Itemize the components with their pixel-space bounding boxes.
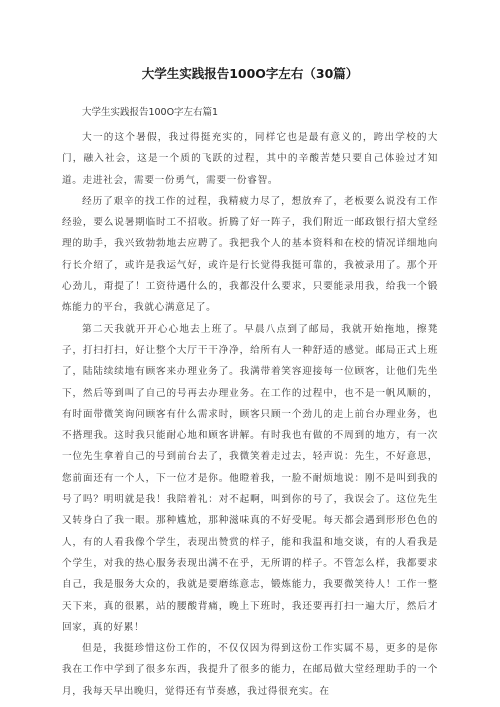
paragraph-1: 大一的这个暑假，我过得挺充实的，同样它也是最有意义的，跨出学校的大门，融入社会，这是一个质的飞跃的过程，其中的辛酸苦楚只要自己体验过才知道。走进社会，需要一份勇气，需要一份睿智。 bbox=[62, 132, 438, 186]
paragraph-4: 但是，我挺珍惜这份工作的，不仅仅因为得到这份工作实属不易，更多的是你我在工作中学到了很多东西，我提升了很多的能力，在邮局做大堂经理助手的一个月，我每天早出晚归，觉得还有节奏感，我过得很充实。在 bbox=[62, 643, 438, 697]
section-heading: 大学生实践报告100O字左右篇1 bbox=[81, 107, 219, 118]
document-title: 大学生实践报告100O字左右（30篇） bbox=[141, 66, 359, 81]
paragraph-3: 第二天我就开开心心地去上班了。早晨八点到了邮局，我就开始拖地，擦凳子，打扫打扫，好让整个大厅干干净净，给所有人一种舒适的感觉。邮局正式上班了，陆陆续续地有顾客来办理业务了。我满带着笑容迎接每一位顾客，让他们先坐下，然后等到叫了自己的号再去办理业务。在工作的过程中，也不是一帆风顺的，有时面带微笑询问顾客有什么需求时，顾客只顾一个劲儿的走上前台办理业务，也不搭理我。这时我只能耐心地和顾客讲解。有时我也有做的不周到的地方，有一次一位先生拿着自己的号到前台去了，我微笑着走过去，轻声说：先生，不好意思，您前面还有一个人，下一位才是你。他瞪着我，一脸不耐烦地说：刚不是叫到我的号了吗？明明就是我！我陪着礼：对不起啊，叫到你的号了，我误会了。这位先生又转身白了我一眼。那种尴尬，那种滋味真的不好受呢。每天都会遇到形形色色的人，有的人看我像个学生，表现出赞赏的样子，能和我温和地交谈，有的人看我是个学生，对我的热心服务表现出满不在乎，无所谓的样子。不管怎么样，我都要求自己，我是服务大众的，我就是要磨练意志，锻炼能力，我要微笑待人！工作一整天下来，真的很累，站的腰酸背痛，晚上下班时，我还要再打扫一遍大厅，然后才回家，真的好累！ bbox=[62, 323, 438, 633]
paragraph-2: 经历了艰辛的找工作的过程，我精疲力尽了，想放弃了，老板要么说没有工作经验，要么说暑期临时工不招收。折腾了好一阵子，我们附近一邮政银行招大堂经理的助手，我兴致勃勃地去应聘了。我把我个人的基本资料和在校的情况详细地向行长介绍了，或许是我运气好，或许是行长觉得我挺可靠的，我被录用了。那个开心劲儿，甭提了！工资待遇什么的，我都没什么要求，只要能录用我，给我一个锻炼能力的平台，我就心满意足了。 bbox=[62, 195, 438, 314]
